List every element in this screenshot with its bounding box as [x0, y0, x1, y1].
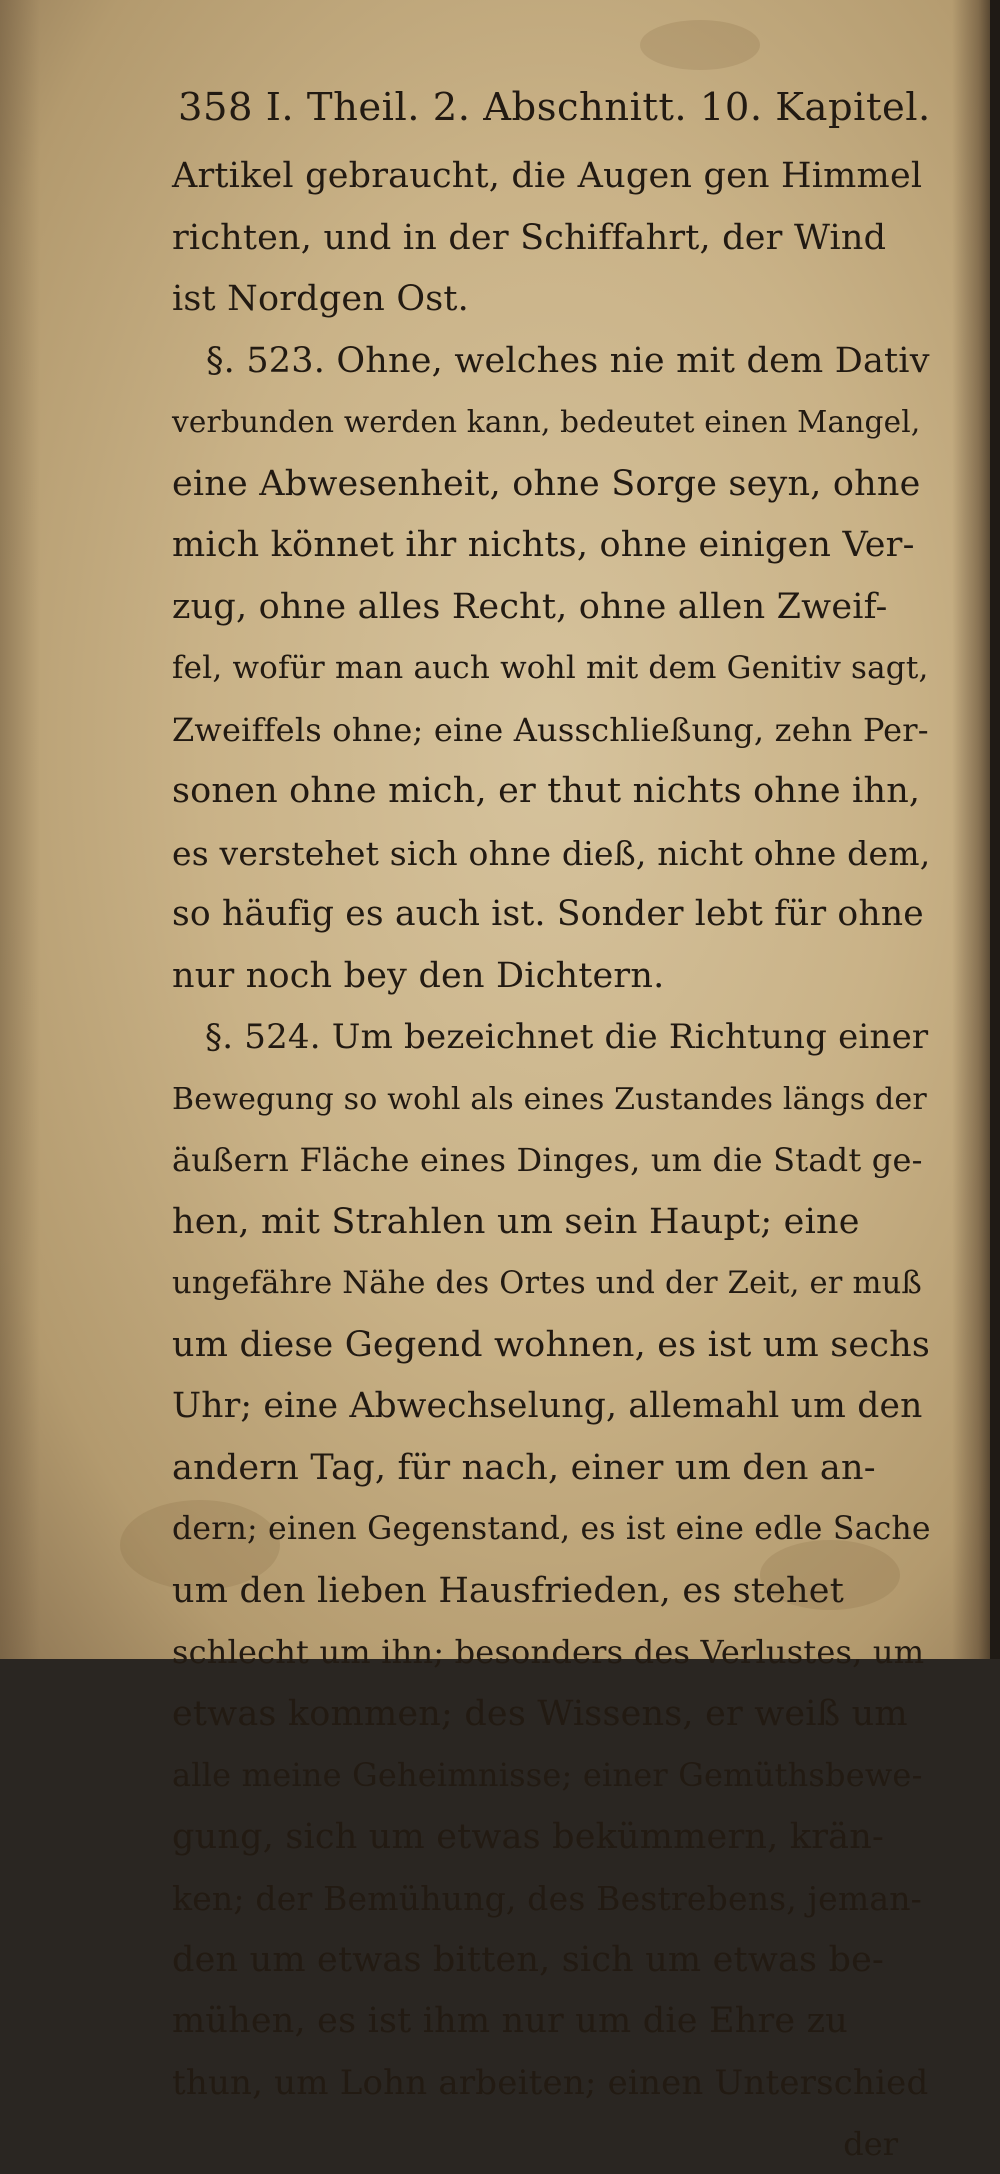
book-binding-edge	[990, 0, 1000, 1659]
text-line: etwas kommen; des Wissens, er weiß um	[172, 1693, 908, 1734]
text-line: um diese Gegend wohnen, es ist um sechs	[172, 1324, 931, 1365]
text-line: schlecht um ihn; besonders des Verlustes, um	[172, 1633, 925, 1671]
text-line: verbunden werden kann, bedeutet einen Mangel,	[172, 405, 921, 439]
text-line: fel, wofür man auch wohl mit dem Genitiv sagt,	[172, 650, 929, 686]
text-line: so häufig es auch ist. Sonder lebt für ohne	[172, 894, 924, 934]
text-line: sonen ohne mich, er thut nichts ohne ihn,	[172, 771, 921, 811]
text-line: ist Nordgen Ost.	[172, 279, 470, 319]
text-line: gung, sich um etwas bekümmern, krän-	[172, 1816, 884, 1857]
text-line: zug, ohne alles Recht, ohne allen Zweif-	[172, 586, 888, 627]
running-header: 358 I. Theil. 2. Abschnitt. 10. Kapitel.	[178, 85, 931, 130]
paper-stain	[640, 20, 760, 70]
text-line: Artikel gebraucht, die Augen gen Himmel	[172, 156, 923, 196]
text-line: um den lieben Hausfrieden, es stehet	[172, 1570, 844, 1611]
text-line: §. 523. Ohne, welches nie mit dem Dativ	[172, 340, 930, 381]
page-text	[172, 70, 932, 2174]
text-line: thun, um Lohn arbeiten; einen Unterschied	[172, 2062, 929, 2103]
text-line: den um etwas bitten, sich um etwas be-	[172, 1939, 885, 1980]
text-line: es verstehet sich ohne dieß, nicht ohne dem,	[172, 833, 931, 873]
text-line: hen, mit Strahlen um sein Haupt; eine	[172, 1201, 860, 1242]
text-line: Uhr; eine Abwechselung, allemahl um den	[172, 1386, 923, 1426]
text-line: Zweiffels ohne; eine Ausschließung, zehn Per-	[172, 710, 929, 749]
text-line: ungefähre Nähe des Ortes und der Zeit, er muß	[172, 1266, 922, 1301]
text-line: ken; der Bemühung, des Bestrebens, jeman-	[172, 1879, 923, 1918]
text-line: nur noch bey den Dichtern.	[172, 955, 665, 996]
text-line: eine Abwesenheit, ohne Sorge seyn, ohne	[172, 463, 921, 504]
text-line: richten, und in der Schiffahrt, der Wind	[172, 217, 887, 258]
text-line: Bewegung so wohl als eines Zustandes längs der	[172, 1081, 927, 1117]
text-line: andern Tag, für nach, einer um den an-	[172, 1447, 876, 1488]
text-line: äußern Fläche eines Dinges, um die Stadt ge-	[172, 1141, 923, 1179]
text-line: mich könnet ihr nichts, ohne einigen Ver-	[172, 525, 915, 565]
text-line: alle meine Geheimnisse; einer Gemüthsbewe-	[172, 1756, 923, 1794]
text-line: mühen, es ist ihm nur um die Ehre zu	[172, 2001, 849, 2041]
text-line: §. 524. Um bezeichnet die Richtung einer	[172, 1017, 929, 1057]
page-left-shadow	[0, 0, 40, 1659]
catchword: der	[843, 2125, 898, 2163]
text-line: dern; einen Gegenstand, es ist eine edle Sache	[172, 1511, 931, 1547]
